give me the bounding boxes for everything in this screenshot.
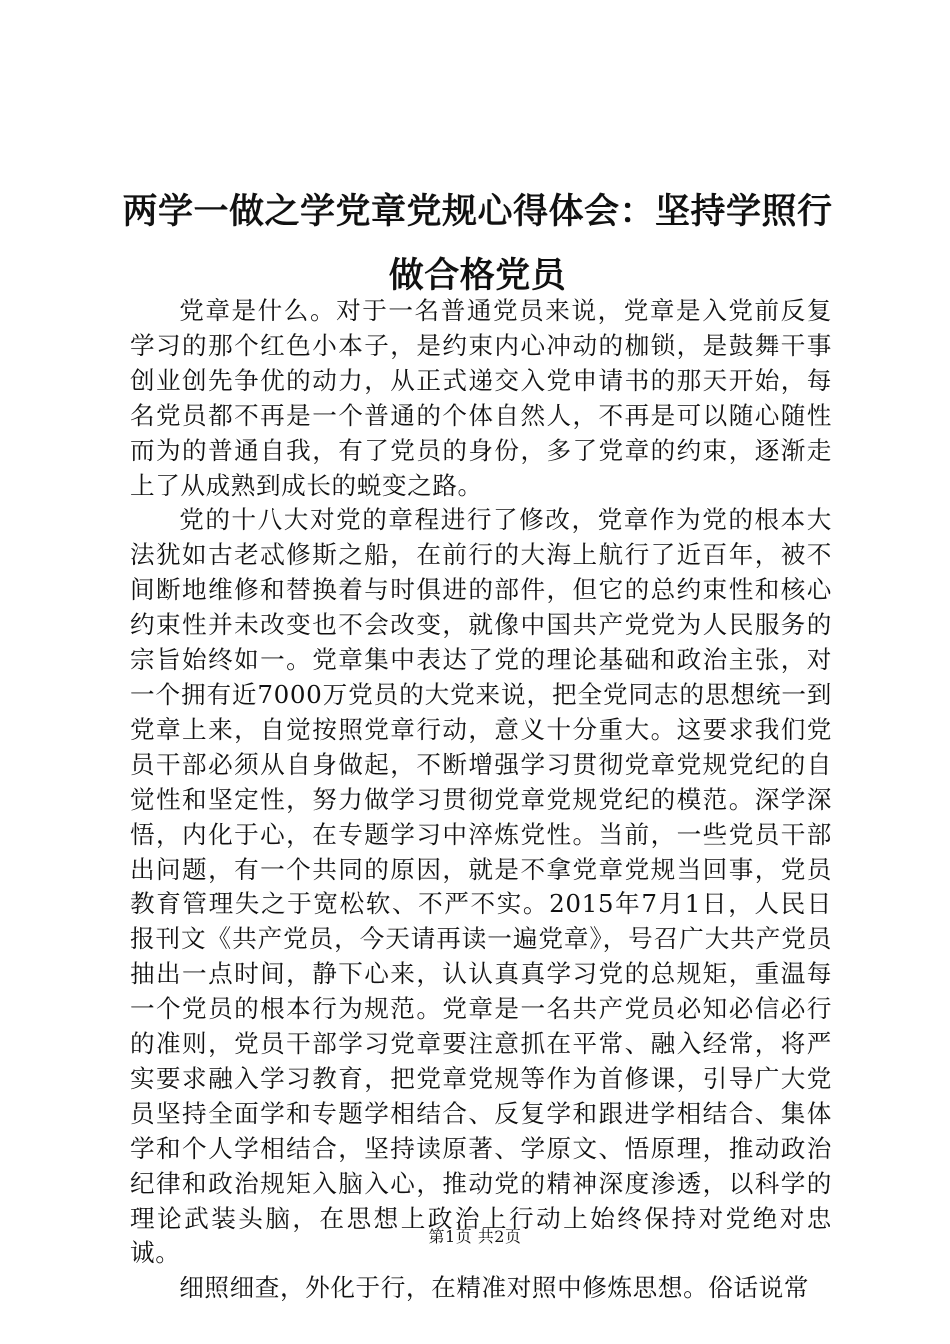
document-body xyxy=(130,294,832,1306)
paragraph: 细照细查，外化于行，在精准对照中修炼思想。俗话说常 xyxy=(179,1273,810,1303)
page-footer: 第1页 共2页 xyxy=(428,1227,522,1246)
paragraph: 党的十八大对党的章程进行了修改，党章作为党的根本大法犹如古老忒修斯之船，在前行的大海上航行了近百年，被不间断地维修和替换着与时俱进的部件，但它的总约束性和核心约束性并未改变也不会改变，就像中国共产党党为人民服务的宗旨始终如一。党章集中表达了党的理论基础和政治主张，对一个拥有近7000万党员的大党来说，把全党同志的思想统一到党章上来，自觉按照党章行动，意义十分重大。这要求我们党员干部必须从自身做起，不断增强学习贯彻党章党规党纪的自觉性和坚定性，努力做学习贯彻党章党规党纪的模范。深学深悟，内化于心，在专题学习中淬炼党性。当前，一些党员干部出问题，有一个共同的原因，就是不拿党章党规当回事，党员教育管理失之于宽松软、不严不实。2015年7月1日，人民日报刊文《共产党员，今天请再读一遍党章》，号召广大共产党员抽出一点时间，静下心来，认认真真学习党的总规矩，重温每一个党员的根本行为规范。党章是一名共产党员必知必信必行的准则，党员干部学习党章要注意抓在平常、融入经常，将严实要求融入学习教育，把党章党规等作为首修课，引导广大党员坚持全面学和专题学相结合、反复学和跟进学相结合、集体学和个人学相结合，坚持读原著、学原文、悟原理，推动政治纪律和政治规矩入脑入心，推动党的精神深度渗透，以科学的理论武装头脑，在思想上政治上行动上始终保持对党绝对忠诚。 xyxy=(130,505,832,1268)
paragraph: 党章是什么。对于一名普通党员来说，党章是入党前反复学习的那个红色小本子，是约束内心冲动的枷锁，是鼓舞干事创业创先争优的动力，从正式递交入党申请书的那天开始，每名党员都不再是一个普通的个体自然人，不再是可以随心随性而为的普通自我，有了党员的身份，多了党章的约束，逐渐走上了从成熟到成长的蜕变之路。 xyxy=(130,296,832,500)
document-title: 两学一做之学党章党规心得体会：坚持学照行做合格党员 xyxy=(122,191,833,296)
